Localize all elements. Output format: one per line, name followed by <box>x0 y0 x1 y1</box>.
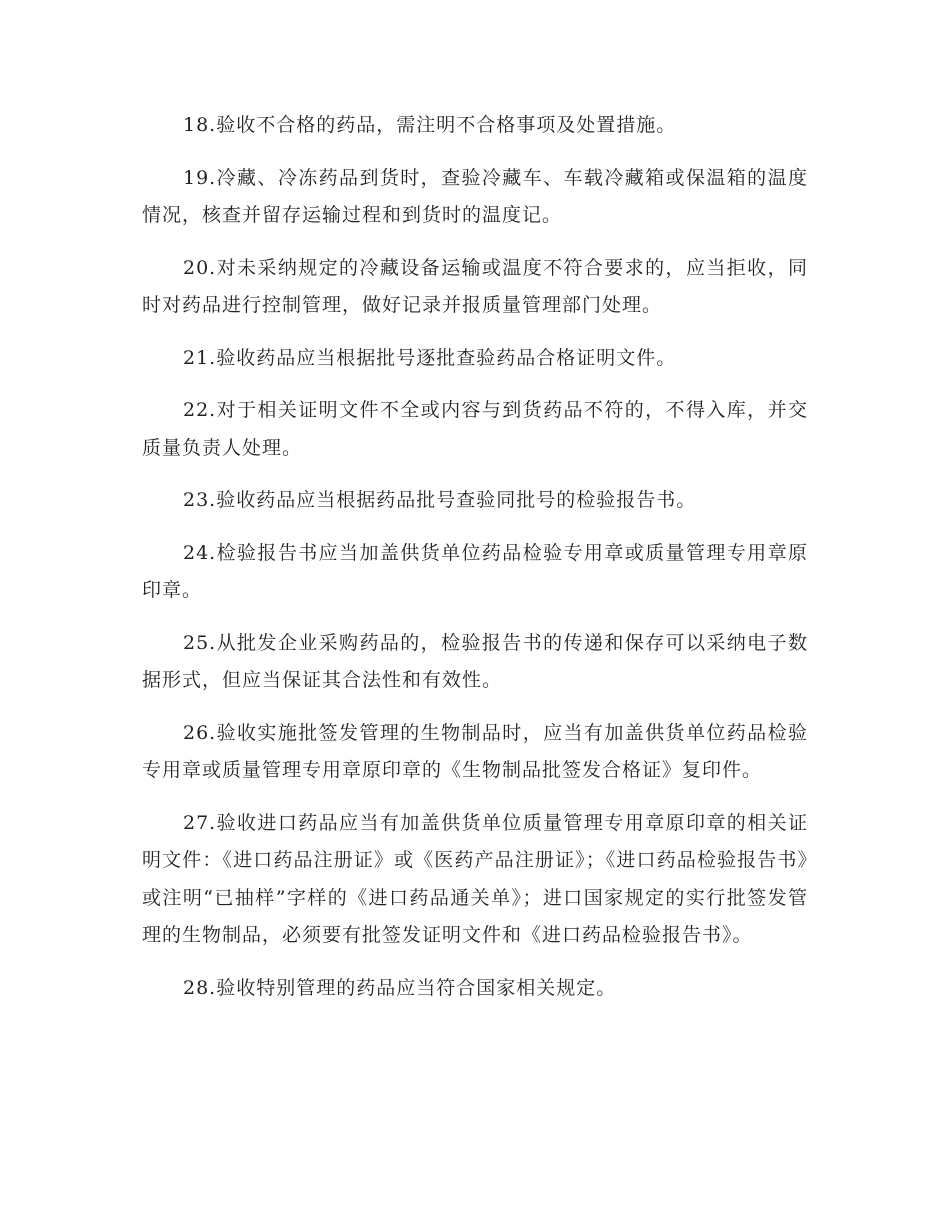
paragraph-20: 20.对未采纳规定的冷藏设备运输或温度不符合要求的，应当拒收，同时对药品进行控制管理，做好记录并报质量管理部门处理。 <box>142 256 808 316</box>
paragraph-27: 27.验收进口药品应当有加盖供货单位质量管理专用章原印章的相关证明文件：《进口药品注册证》或《医药产品注册证》；《进口药品检验报告书》或注明“已抽样”字样的《进口药品通关单》；进口国家规定的实行批签发管理的生物制品，必须要有批签发证明文件和《进口药品检验报告书》。 <box>142 811 808 946</box>
paragraph-24: 24.检验报告书应当加盖供货单位药品检验专用章或质量管理专用章原印章。 <box>142 541 808 601</box>
paragraph-23: 23.验收药品应当根据药品批号查验同批号的检验报告书。 <box>183 489 697 511</box>
paragraph-28: 28.验收特别管理的药品应当符合国家相关规定。 <box>183 976 617 999</box>
paragraph-21: 21.验收药品应当根据批号逐批查验药品合格证明文件。 <box>183 346 677 369</box>
paragraph-25: 25.从批发企业采购药品的，检验报告书的传递和保存可以采纳电子数据形式，但应当保证其合法性和有效性。 <box>142 631 808 691</box>
paragraph-19: 19.冷藏、冷冻药品到货时，查验冷藏车、车载冷藏箱或保温箱的温度情况，核查并留存运输过程和到货时的温度记。 <box>142 166 808 226</box>
paragraph-26: 26.验收实施批签发管理的生物制品时，应当有加盖供货单位药品检验专用章或质量管理专用章原印章的《生物制品批签发合格证》复印件。 <box>142 721 808 781</box>
document-body <box>142 107 808 1022</box>
paragraph-18: 18.验收不合格的药品，需注明不合格事项及处置措施。 <box>183 114 677 136</box>
paragraph-22: 22.对于相关证明文件不全或内容与到货药品不符的，不得入库，并交质量负责人处理。 <box>142 399 808 459</box>
